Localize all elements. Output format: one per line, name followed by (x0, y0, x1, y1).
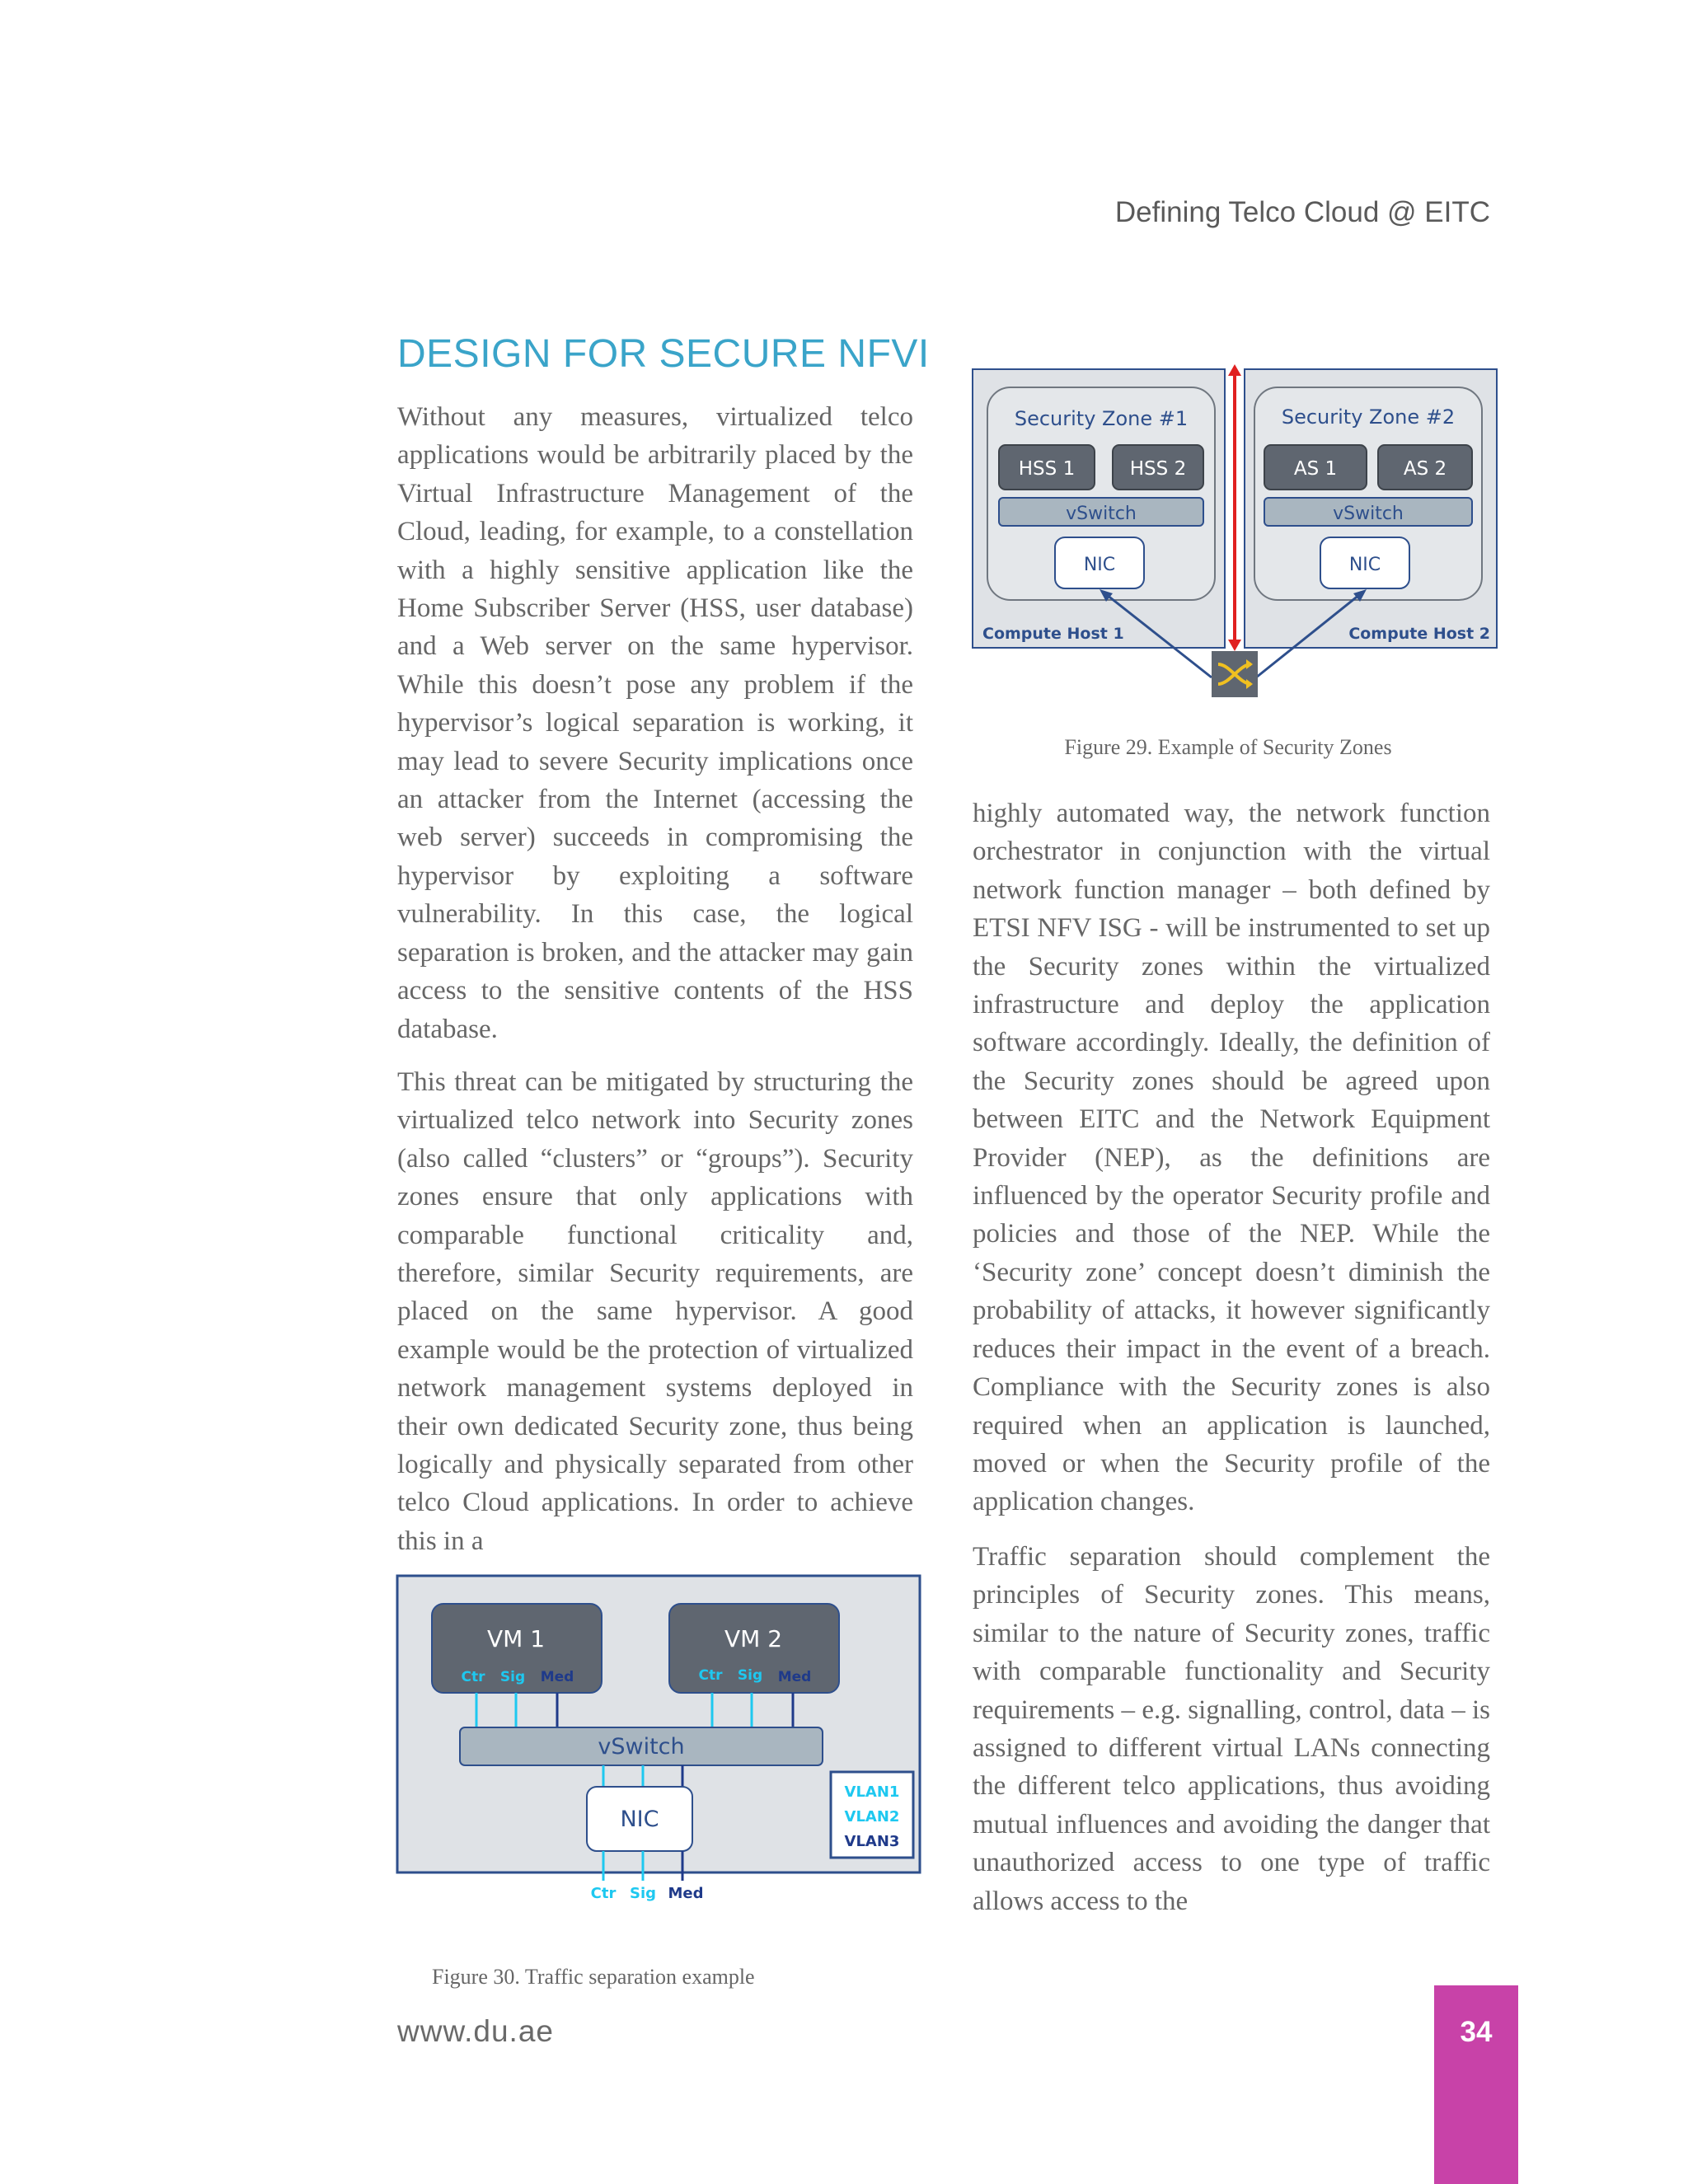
vm-hss-1-label: HSS 1 (1018, 458, 1076, 480)
physical-switch-icon (1212, 651, 1258, 697)
vm-2-port-ctr: Ctr (698, 1667, 723, 1684)
compute-host-1-label: Compute Host 1 (982, 625, 1124, 643)
left-column (397, 398, 913, 1575)
nic-out-sig: Sig (629, 1885, 657, 1902)
vswitch-1-label: vSwitch (1066, 504, 1137, 524)
vm-as-1-label: AS 1 (1293, 458, 1338, 480)
vlan1-label: VLAN1 (844, 1783, 900, 1801)
zone-2-title: Security Zone #2 (1281, 405, 1456, 429)
figure-29-caption: Figure 29. Example of Security Zones (1064, 735, 1392, 759)
section-title: DESIGN FOR SECURE NFVI (397, 332, 930, 376)
right-column (973, 794, 1490, 1536)
zone-1-title: Security Zone #1 (1014, 407, 1189, 430)
vm-1-port-sig: Sig (499, 1669, 526, 1685)
compute-host-2-label: Compute Host 2 (1348, 625, 1490, 643)
paragraph: Without any measures, virtualized telco applications would be arbitrarily placed by the Virtual Infrastructure Management of the Cloud, leading, for example, to a constellation with a highly sensitive application like the Home Subscriber Server (HSS, user database) and a Web server on the same hypervisor. While this doesn’t pose any problem if the hypervisor’s logical separation is working, it may lead to severe Security implications once an attacker from the Internet (accessing the web server) succeeds in compromising the hypervisor by exploiting a software vulnerability. In this case, the logical separation is broken, and the attacker may gain access to the sensitive contents of the HSS database. (397, 402, 913, 1044)
nic-label: NIC (620, 1807, 659, 1832)
separation-arrow (1228, 364, 1241, 651)
figure-29-diagram (964, 363, 1500, 709)
vm-2-port-sig: Sig (737, 1667, 763, 1684)
vm-2-label: VM 2 (724, 1625, 783, 1652)
page-number: 34 (1460, 2016, 1493, 2048)
figure-30-diagram (394, 1571, 921, 1917)
vm-1-port-med: Med (540, 1669, 574, 1685)
vswitch-label: vSwitch (598, 1734, 685, 1760)
paragraph: Traffic separation should complement the principles of Security zones. This means, similar to the nature of Security zones, traffic with comparable functionality and Security requirements – e.g. signalling, control, data – is assigned to different virtual LANs connecting the different telco applications, thus avoiding mutual influences and avoiding the danger that unauthorized access to one type of traffic allows access to the (973, 1542, 1490, 1916)
vm-1-label: VM 1 (486, 1625, 546, 1652)
footer-url[interactable]: www.du.ae (397, 2014, 554, 2048)
vm-as-2-label: AS 2 (1403, 458, 1447, 480)
vm-1-port-ctr: Ctr (461, 1669, 485, 1685)
paragraph: highly automated way, the network function orchestrator in conjunction with the virtual network function manager – both defined by ETSI NFV ISG - will be instrumented to set up the Security zones within the virtualized infrastructure and deploy the application software accordingly. Ideally, the definition of the Security zones should be agreed upon between EITC and the Network Equipment Provider (NEP), as the definitions are influenced by the operator Security profile and policies and those of the NEP. While the ‘Security zone’ concept doesn’t diminish the probability of attacks, it however significantly reduces their impact in the event of a breach. Compliance with the Security zones is also required when an application is launched, moved or when the Security profile of the application changes. (973, 799, 1490, 1517)
vlan2-label: VLAN2 (844, 1808, 900, 1825)
nic-2-label: NIC (1348, 555, 1381, 575)
right-column-continued (973, 1538, 1490, 1935)
vswitch-2-label: vSwitch (1333, 504, 1404, 524)
paragraph: This threat can be mitigated by structuring the virtualized telco network into Security zones (also called “clusters” or “groups”). Security zones ensure that only applications with comparable functional criticality and, therefore, similar Security requirements, are placed on the same hypervisor. A good example would be the protection of virtualized network management systems deployed in their own dedicated Security zone, thus being logically and physically separated from other telco Cloud applications. In order to achieve this in a (397, 1066, 913, 1556)
figure-30-caption: Figure 30. Traffic separation example (432, 1965, 755, 1989)
vm-2-port-med: Med (777, 1669, 812, 1685)
nic-out-ctr: Ctr (590, 1885, 617, 1902)
vm-hss-2-label: HSS 2 (1129, 458, 1187, 480)
nic-out-med: Med (668, 1885, 704, 1902)
running-header: Defining Telco Cloud @ EITC (1114, 196, 1490, 228)
nic-1-label: NIC (1083, 555, 1116, 575)
vlan3-label: VLAN3 (844, 1833, 900, 1850)
